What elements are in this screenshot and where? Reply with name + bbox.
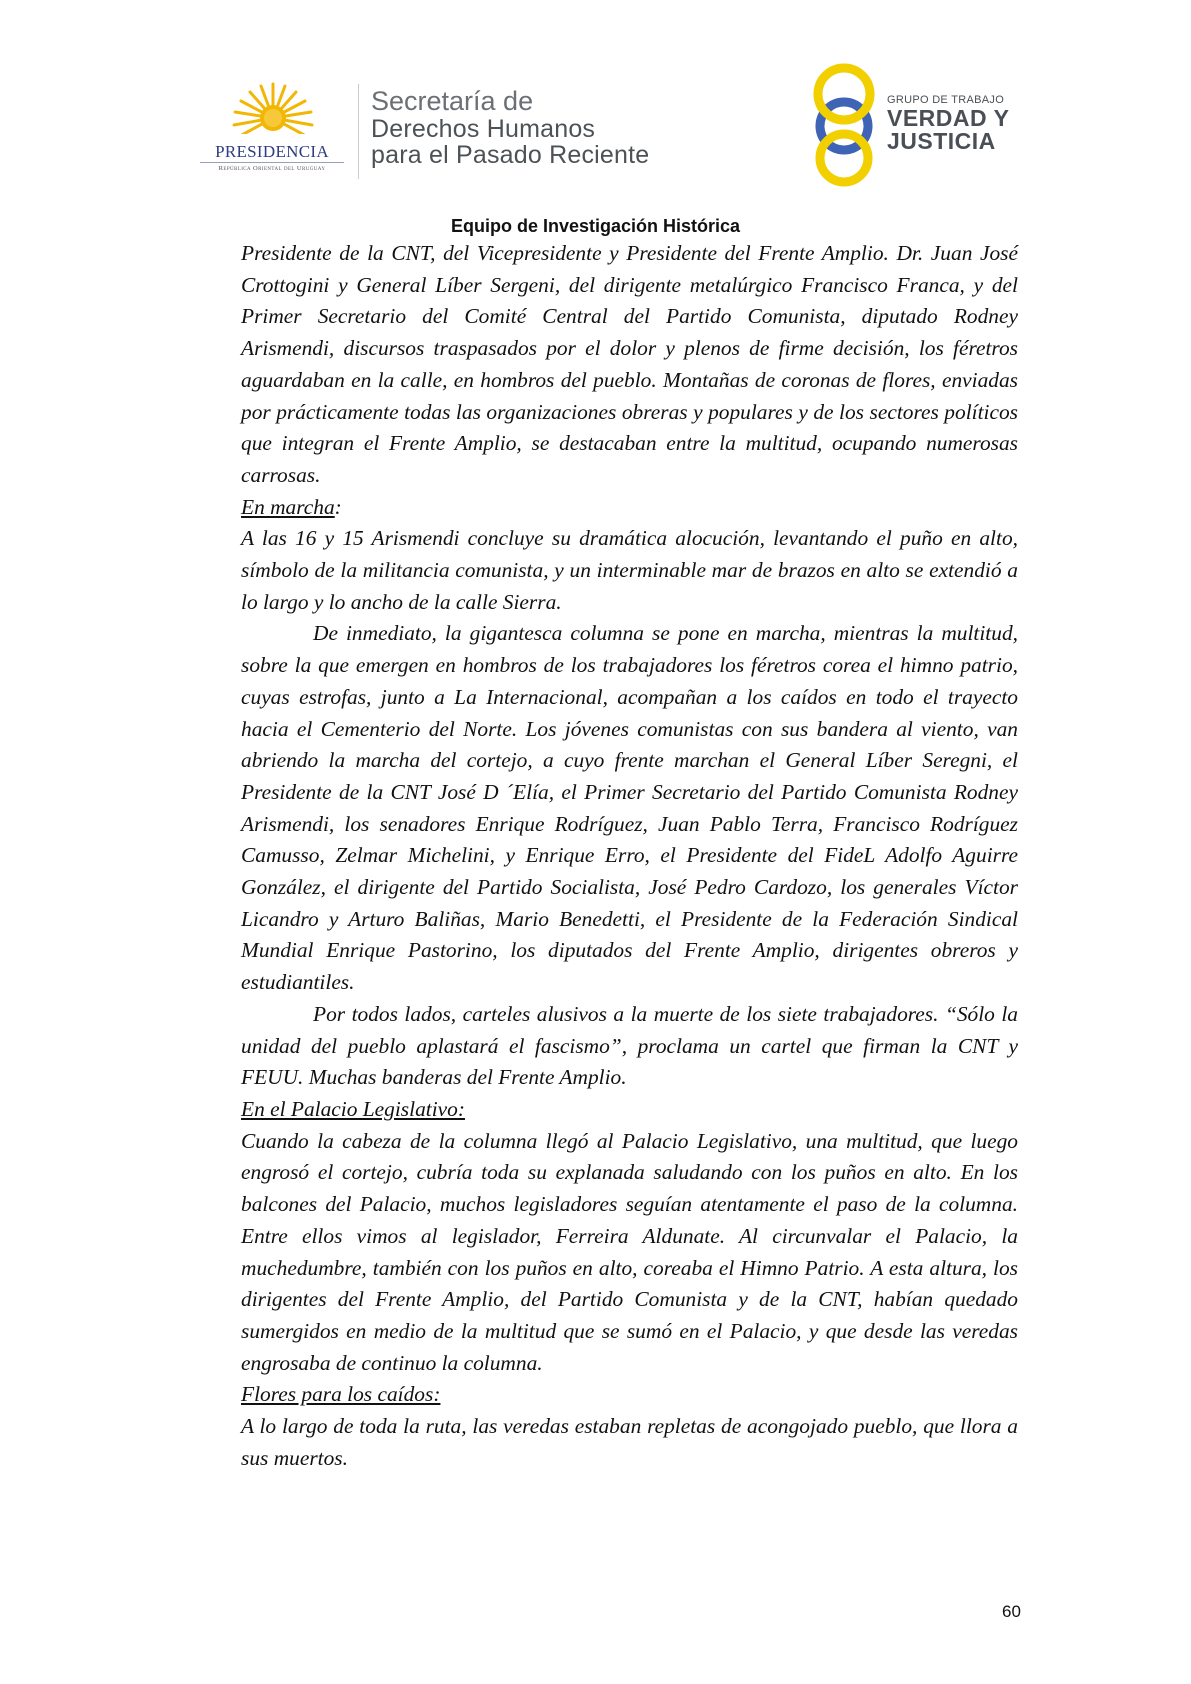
letterhead	[0, 0, 1191, 215]
section-heading-colon: :	[334, 494, 342, 519]
section-heading-text: En marcha	[241, 494, 335, 519]
section-heading-flores: Flores para los caídos:	[241, 1382, 441, 1407]
secretaria-line-1: Secretaría de	[371, 86, 534, 116]
secretaria-line-3: para el Pasado Reciente	[371, 141, 650, 169]
paragraph: De inmediato, la gigantesca columna se pone en marcha, mientras la multitud, sobre la que emergen en hombros de los trabajadores los féretros corea el himno patrio, cuyas estrofas, junto a La Internacional, acompañan a los caídos en todo el trayecto hacia el Cementerio del Norte. Los jóvenes comunistas con sus bandera al viento, van abriendo la marcha del cortejo, a cuyo frente marchan el General Líber Seregni, el Presidente de la CNT José D ´Elía, el Primer Secretario del Partido Comunista Rodney Arismendi, los senadores Enrique Rodríguez, Juan Pablo Terra, Francisco Rodríguez Camusso, Zelmar Michelini, y Enrique Erro, el Presidente del FideL Adolfo Aguirre González, el dirigente del Partido Socialista, José Pedro Cardozo, los generales Víctor Licandro y Arturo Baliñas, Mario Benedetti, el Presidente de la Federación Sindical Mundial Enrique Pastorino, los diputados del Frente Amplio, dirigentes obreros y estudiantiles.	[241, 621, 1018, 995]
body-text	[241, 238, 1018, 1474]
presidencia-subtitle: República Oriental del Uruguay	[218, 165, 326, 172]
secretaria-line-2: Derechos Humanos	[371, 115, 596, 143]
presidencia-rule	[200, 162, 344, 163]
verdad-justicia-text	[887, 94, 1009, 153]
sun-emblem-icon	[228, 82, 318, 142]
paragraph: Cuando la cabeza de la columna llegó al Palacio Legislativo, una multitud, que luego engrosó el cortejo, cubría toda su explanada saludando con los puños en alto. En los balcones del Palacio, muchos legisladores seguían atentamente el paso de la columna. Entre ellos vimos al legislador, Ferreira Aldunate. Al circunvalar el Palacio, la muchedumbre, también con los puños en alto, coreaba el Himno Patrio. A esta altura, los dirigentes del Frente Amplio, del Partido Comunista y de la CNT, habían quedado sumergidos en medio de la multitud que se sumó en el Palacio, y que desde las veredas engrosaba de continuo la columna.	[241, 1128, 1018, 1375]
grupo-de-trabajo-label: GRUPO DE TRABAJO	[887, 94, 1005, 106]
justicia-label: JUSTICIA	[887, 128, 996, 154]
paragraph: Presidente de la CNT, del Vicepresidente y Presidente del Frente Amplio. Dr. Juan José Crottogini y General Líber Sergeni, del dirigente metalúrgico Francisco Franca, y del Primer Secretario del Comité Central del Partido Comunista, diputado Rodney Arismendi, discursos traspasados por el dolor y plenos de firme decisión, los féretros aguardaban en la calle, en hombros del pueblo. Montañas de coronas de flores, enviadas por prácticamente todas las organizaciones obreras y populares y de los sectores políticos que integran el Frente Amplio, se destacaban entre la multitud, ocupando numerosas carrosas.	[241, 241, 1018, 487]
section-heading-en-marcha	[241, 492, 1018, 524]
presidencia-logo	[196, 82, 348, 182]
logo-divider	[358, 84, 359, 179]
team-title: Equipo de Investigación Histórica	[450, 216, 741, 236]
secretaria-logo-text	[371, 86, 649, 169]
page-number: 60	[1002, 1602, 1021, 1621]
paragraph: A las 16 y 15 Arismendi concluye su dramática alocución, levantando el puño en alto, símbolo de la militancia comunista, y un interminable mar de brazos en alto se extendió a lo largo y lo ancho de la calle Sierra.	[241, 526, 1018, 614]
section-heading-palacio: En el Palacio Legislativo:	[241, 1096, 465, 1121]
paragraph: A lo largo de toda la ruta, las veredas estaban repletas de acongojado pueblo, que llora a sus muertos.	[241, 1414, 1018, 1470]
verdad-y-label: VERDAD Y	[887, 105, 1010, 131]
presidencia-name: PRESIDENCIA	[215, 142, 329, 161]
paragraph: Por todos lados, carteles alusivos a la muerte de los siete trabajadores. “Sólo la unidad del pueblo aplastará el fascismo”, proclama un cartel que firman la CNT y FEUU. Muchas banderas del Frente Amplio.	[241, 1001, 1018, 1090]
interlocking-rings-icon	[806, 60, 886, 190]
